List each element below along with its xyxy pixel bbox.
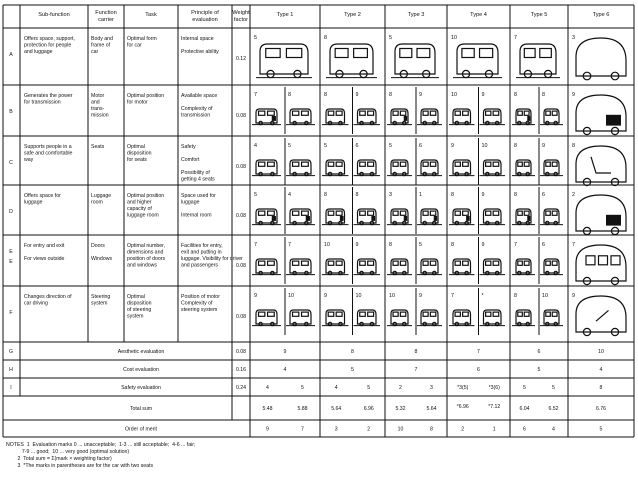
- carrier-text: Doors: [91, 243, 105, 249]
- car-sketch-icon: [358, 160, 377, 176]
- carrier-text: room: [91, 199, 103, 206]
- score-value: 7: [254, 242, 257, 248]
- task-text: Optimal: [127, 294, 145, 300]
- header-principle: evaluation: [192, 17, 218, 23]
- car-sketch-icon: [516, 160, 531, 176]
- bubble-car-icon: [576, 296, 626, 336]
- subfunction-text: Generates the power: [24, 93, 73, 99]
- summary-value: 6.52: [548, 406, 559, 412]
- score-value: 3: [389, 192, 392, 198]
- header-type-1: Type 1: [276, 12, 294, 18]
- bubble-car-icon: [576, 245, 626, 285]
- summary-value: 6.96: [363, 406, 374, 412]
- score-value: 8: [451, 242, 454, 248]
- car-sketch-icon: [421, 160, 438, 176]
- score-value: 5: [389, 143, 392, 149]
- carrier-text: car: [91, 49, 99, 55]
- header-weight: Weight: [232, 10, 250, 16]
- car-sketch-icon: [395, 44, 435, 78]
- principle-text: getting 4 seats: [181, 176, 215, 183]
- score-value: 9: [324, 293, 327, 299]
- car-sketch-icon: [256, 209, 277, 225]
- car-sketch-icon: [544, 209, 559, 225]
- bubble-car-icon: [576, 146, 626, 186]
- principle-text: Internal room: [181, 212, 212, 219]
- header-type-3: Type 3: [407, 12, 425, 18]
- car-sketch-icon: [516, 209, 531, 225]
- score-value: 5: [419, 242, 422, 248]
- principle-text: Safety: [181, 144, 196, 150]
- car-sketch-icon: [256, 310, 277, 326]
- principle-text: Protective ability: [181, 49, 219, 55]
- summary-value: *6.96: [456, 404, 469, 410]
- car-sketch-icon: [290, 259, 311, 275]
- principle-text: steering system: [181, 307, 218, 313]
- row-letter: E: [9, 259, 13, 265]
- score-value: 5: [288, 143, 291, 149]
- task-text: for motor: [127, 99, 148, 106]
- car-sketch-icon: [484, 259, 502, 275]
- score-value: 10: [542, 293, 548, 299]
- summary-weight: 0.24: [235, 385, 247, 391]
- score-value: 7: [254, 92, 257, 98]
- summary-letter: H: [9, 367, 13, 373]
- car-sketch-icon: [391, 109, 408, 125]
- task-text: Optimal number,: [127, 243, 166, 249]
- summary-value: 5: [301, 385, 304, 391]
- score-value: 9: [451, 143, 454, 149]
- score-value: 8: [451, 192, 454, 198]
- score-value: 4: [288, 192, 291, 198]
- header-function-carrier: carrier: [98, 17, 114, 23]
- car-sketch-icon: [260, 44, 308, 78]
- summary-value: 8: [414, 349, 418, 355]
- task-text: Optimal position: [127, 93, 165, 99]
- carrier-text: Luggage: [91, 193, 112, 199]
- summary-value: 4: [334, 385, 338, 391]
- weight-value: 0.08: [235, 314, 247, 320]
- principle-text: Complexity of: [181, 300, 213, 307]
- summary-label: Order of merit: [125, 426, 157, 433]
- score-value: 7: [572, 242, 575, 248]
- notes-text: NOTES 1 Evaluation marks 0 ... unacceptable; 1-3 ... still acceptable; 4-6 ... fair;: [6, 442, 196, 448]
- header-type-4: Type 4: [470, 12, 487, 18]
- score-value: 9: [481, 242, 485, 248]
- summary-value: 2: [367, 426, 371, 433]
- task-text: Optimal: [127, 144, 145, 150]
- car-sketch-icon: [544, 160, 559, 176]
- principle-text: luggage: [181, 199, 200, 206]
- row-letter: E: [9, 249, 13, 255]
- summary-label: Aesthetic evaluation: [117, 349, 165, 355]
- principle-text: Comfort: [181, 157, 200, 163]
- subfunction-text: and luggage: [24, 49, 53, 55]
- summary-value: 7: [414, 367, 418, 373]
- summary-value: 5: [537, 367, 541, 373]
- subfunction-text: Offers space, support,: [24, 36, 75, 42]
- car-sketch-icon: [256, 259, 277, 275]
- summary-value: *3(6): [488, 385, 500, 391]
- score-value: 7: [514, 35, 517, 41]
- bubble-car-icon: [576, 38, 626, 80]
- summary-value: 6.04: [519, 406, 530, 412]
- score-value: 8: [514, 143, 517, 149]
- carrier-text: Motor: [91, 93, 105, 99]
- weight-value: 0.08: [235, 263, 247, 269]
- principle-text: Space used for: [181, 193, 216, 199]
- summary-value: 9: [283, 349, 287, 355]
- summary-value: 6: [477, 367, 480, 373]
- car-sketch-icon: [391, 160, 408, 176]
- summary-value: 5.64: [331, 406, 342, 412]
- subfunction-text: protection for people: [24, 42, 72, 49]
- score-value: 10: [288, 293, 294, 299]
- notes-text: 3 *The marks in parentheses are for the car with two seats: [6, 463, 154, 469]
- score-value: 5: [254, 192, 257, 198]
- car-sketch-icon: [421, 109, 438, 125]
- car-sketch-icon: [326, 310, 345, 326]
- header-task: Task: [145, 12, 157, 18]
- task-text: Optimal position: [127, 193, 165, 199]
- carrier-text: Body and: [91, 36, 113, 42]
- summary-value: 6.76: [595, 406, 607, 412]
- car-sketch-icon: [453, 310, 471, 326]
- car-sketch-icon: [457, 44, 498, 78]
- score-value: 8: [514, 293, 517, 299]
- header-type-5: Type 5: [530, 12, 548, 18]
- summary-value: *7.12: [488, 404, 501, 410]
- car-sketch-icon: [516, 109, 531, 125]
- task-text: Optimal form: [127, 36, 157, 42]
- summary-value: 4: [266, 385, 269, 391]
- carrier-text: Steering: [91, 294, 111, 300]
- score-value: 10: [389, 293, 395, 299]
- score-value: 10: [355, 293, 362, 299]
- task-text: dimensions and: [127, 249, 164, 256]
- summary-value: 8: [430, 426, 433, 433]
- car-sketch-icon: [326, 160, 345, 176]
- score-value: 8: [389, 92, 392, 98]
- notes-text: 2 Total sum = Σ(mark × weighting factor): [6, 456, 112, 462]
- header-type-2: Type 2: [344, 12, 361, 18]
- weight-value: 0.12: [235, 56, 247, 62]
- car-sketch-icon: [391, 259, 408, 275]
- subfunction-text: Offers space for: [24, 193, 61, 199]
- car-sketch-icon: [453, 259, 471, 275]
- summary-letter: G: [8, 349, 14, 355]
- summary-value: 5: [351, 367, 354, 373]
- score-value: 8: [572, 143, 575, 149]
- header-type-6: Type 6: [592, 12, 610, 18]
- carrier-text: mission: [91, 112, 109, 119]
- score-value: 6: [542, 192, 545, 198]
- score-value: 1: [419, 192, 422, 198]
- summary-weight: 0.08: [235, 349, 247, 355]
- summary-value: 1: [492, 426, 496, 433]
- header-principle: Principle of: [191, 10, 219, 16]
- car-sketch-icon: [290, 310, 311, 326]
- summary-value: 5.64: [426, 406, 437, 412]
- summary-value: 5.32: [395, 406, 406, 412]
- task-text: for seats: [127, 157, 147, 163]
- subfunction-text: for transmission: [24, 99, 61, 106]
- car-sketch-icon: [421, 259, 438, 275]
- summary-value: 4: [599, 367, 603, 373]
- car-sketch-icon: [358, 209, 377, 225]
- row-letter: A: [9, 52, 13, 58]
- carrier-text: system: [91, 300, 108, 307]
- score-value: 8: [514, 192, 517, 198]
- summary-value: 3: [430, 385, 433, 391]
- car-sketch-icon: [544, 259, 559, 275]
- principle-text: transmission: [181, 112, 211, 119]
- car-sketch-icon: [256, 109, 277, 125]
- score-value: 9: [419, 293, 422, 299]
- score-value: 9: [542, 143, 545, 149]
- subfunction-text: car driving: [24, 300, 48, 307]
- score-value: 8: [288, 92, 291, 98]
- car-sketch-icon: [326, 109, 345, 125]
- summary-value: 5: [552, 385, 555, 391]
- car-sketch-icon: [484, 160, 502, 176]
- summary-value: 9: [266, 426, 269, 433]
- weight-value: 0.08: [235, 113, 247, 119]
- summary-value: 3: [334, 426, 338, 433]
- subfunction-text: For views outside: [24, 256, 65, 262]
- subfunction-text: luggage: [24, 199, 43, 206]
- car-sketch-icon: [290, 109, 311, 125]
- summary-value: 2: [399, 385, 402, 391]
- principle-text: exit and putting in: [181, 249, 222, 256]
- car-sketch-icon: [421, 209, 438, 225]
- score-value: 8: [389, 242, 392, 248]
- score-value: 7: [288, 242, 291, 248]
- score-value: 2: [572, 192, 575, 198]
- header-function-carrier: Function: [95, 10, 117, 16]
- principle-text: Possibility of: [181, 170, 210, 176]
- score-value: 10: [451, 92, 457, 98]
- car-sketch-icon: [326, 209, 345, 225]
- weight-value: 0.08: [235, 164, 247, 170]
- table-text: [6, 10, 609, 469]
- score-value: 5: [254, 35, 257, 41]
- car-sketch-icon: [358, 109, 377, 125]
- row-letter: C: [9, 160, 13, 166]
- car-sketches: [256, 38, 626, 336]
- header-weight: factor: [234, 17, 248, 23]
- score-value: 10: [324, 242, 330, 248]
- car-sketch-icon: [520, 44, 556, 78]
- carrier-text: and: [91, 99, 100, 106]
- car-sketch-icon: [544, 109, 559, 125]
- car-sketch-icon: [484, 109, 502, 125]
- score-value: 5: [389, 35, 392, 41]
- principle-text: Position of motor: [181, 294, 220, 300]
- subfunction-text: safe and comfortable: [24, 150, 73, 157]
- task-text: luggage room: [127, 212, 159, 219]
- car-sketch-icon: [453, 209, 471, 225]
- task-text: of steering: [127, 307, 152, 313]
- score-value: 8: [514, 92, 517, 98]
- car-sketch-icon: [421, 310, 438, 326]
- task-text: capacity of: [127, 206, 152, 212]
- car-sketch-icon: [516, 259, 531, 275]
- score-value: 9: [572, 92, 575, 98]
- summary-value: 8: [599, 385, 603, 391]
- summary-value: *3(5): [457, 385, 469, 391]
- car-sketch-icon: [453, 109, 471, 125]
- principle-text: Internal space: [181, 36, 214, 42]
- car-sketch-icon: [326, 259, 345, 275]
- score-value: 7: [451, 293, 454, 299]
- score-value: 9: [355, 242, 359, 248]
- task-text: position of doors: [127, 256, 166, 262]
- summary-value: 8: [351, 349, 354, 355]
- car-sketch-icon: [358, 259, 377, 275]
- summary-label: Cost evaluation: [123, 367, 159, 373]
- score-value: 8: [355, 192, 359, 198]
- car-sketch-icon: [330, 44, 373, 78]
- car-sketch-icon: [256, 160, 277, 176]
- score-value: 9: [481, 192, 485, 198]
- summary-value: 7: [301, 426, 304, 433]
- score-value: 6: [355, 143, 359, 149]
- score-value: 8: [324, 92, 327, 98]
- car-sketch-icon: [391, 209, 408, 225]
- principle-text: Facilities for entry,: [181, 243, 223, 249]
- score-value: 9: [254, 293, 257, 299]
- car-sketch-icon: [391, 310, 408, 326]
- summary-letter: I: [10, 385, 12, 391]
- score-value: 8: [542, 92, 545, 98]
- score-value: 8: [324, 35, 327, 41]
- score-value: 5: [324, 143, 327, 149]
- summary-value: 4: [283, 367, 287, 373]
- score-value: 9: [572, 293, 575, 299]
- principle-text: luggage. Visibility for driver: [181, 256, 243, 262]
- summary-value: 5.48: [262, 406, 273, 412]
- row-letter: B: [9, 109, 13, 115]
- summary-value: 5.88: [297, 406, 308, 412]
- score-value: 9: [419, 92, 422, 98]
- summary-value: 5: [599, 426, 603, 433]
- weight-value: 0.08: [235, 213, 247, 219]
- summary-value: 6: [537, 349, 541, 355]
- score-value: 10: [451, 35, 457, 41]
- subfunction-text: Supports people in a: [24, 144, 72, 150]
- car-sketch-icon: [484, 310, 502, 326]
- carrier-text: frame of: [91, 42, 111, 49]
- car-sketch-icon: [544, 310, 559, 326]
- principle-text: and passengers: [181, 262, 218, 269]
- subfunction-text: For entry and exit: [24, 243, 65, 249]
- bubble-car-icon: [576, 95, 626, 135]
- score-value: 6: [542, 242, 545, 248]
- score-value: 6: [419, 143, 422, 149]
- score-value: 4: [254, 143, 257, 149]
- car-sketch-icon: [358, 310, 377, 326]
- score-value: 9: [481, 92, 485, 98]
- summary-value: 10: [397, 426, 404, 433]
- carrier-text: Seats: [91, 144, 105, 150]
- car-sketch-icon: [516, 310, 531, 326]
- bubble-car-icon: [576, 195, 626, 235]
- car-sketch-icon: [484, 209, 502, 225]
- carrier-text: Windows: [91, 256, 113, 262]
- row-letter: D: [9, 209, 13, 215]
- car-sketch-icon: [453, 160, 471, 176]
- carrier-text: trans-: [91, 106, 105, 112]
- task-text: disposition: [127, 150, 152, 157]
- task-text: and higher: [127, 199, 152, 206]
- subfunction-text: way: [24, 157, 34, 163]
- task-text: for car: [127, 42, 142, 49]
- summary-value: 6: [523, 426, 526, 433]
- summary-value: 5: [523, 385, 526, 391]
- summary-value: 5: [367, 385, 371, 391]
- score-value: 3: [572, 35, 575, 41]
- subfunction-text: Changes direction of: [24, 294, 72, 300]
- task-text: and windows: [127, 262, 157, 269]
- car-sketch-icon: [290, 209, 311, 225]
- summary-label: Total sum: [129, 406, 153, 412]
- notes-text: 7-9 ... good; 10 ... very good (optimal solution): [6, 449, 130, 455]
- summary-value: 7: [477, 349, 480, 355]
- row-letter: F: [9, 310, 13, 316]
- principle-text: Complexity of: [181, 106, 213, 112]
- summary-value: 4: [552, 426, 555, 433]
- header-subfunction: Sub-function: [38, 12, 70, 18]
- summary-label: Safety evaluation: [121, 385, 161, 391]
- score-value: *: [481, 293, 484, 299]
- car-sketch-icon: [290, 160, 311, 176]
- score-value: 9: [355, 92, 359, 98]
- summary-value: 2: [461, 426, 465, 433]
- summary-value: 10: [598, 349, 604, 355]
- task-text: disposition: [127, 300, 152, 307]
- score-value: 8: [324, 192, 327, 198]
- score-value: 7: [514, 242, 517, 248]
- task-text: system: [127, 313, 144, 320]
- summary-weight: 0.16: [235, 367, 247, 373]
- principle-text: Available space: [181, 93, 218, 99]
- score-value: 10: [481, 143, 488, 149]
